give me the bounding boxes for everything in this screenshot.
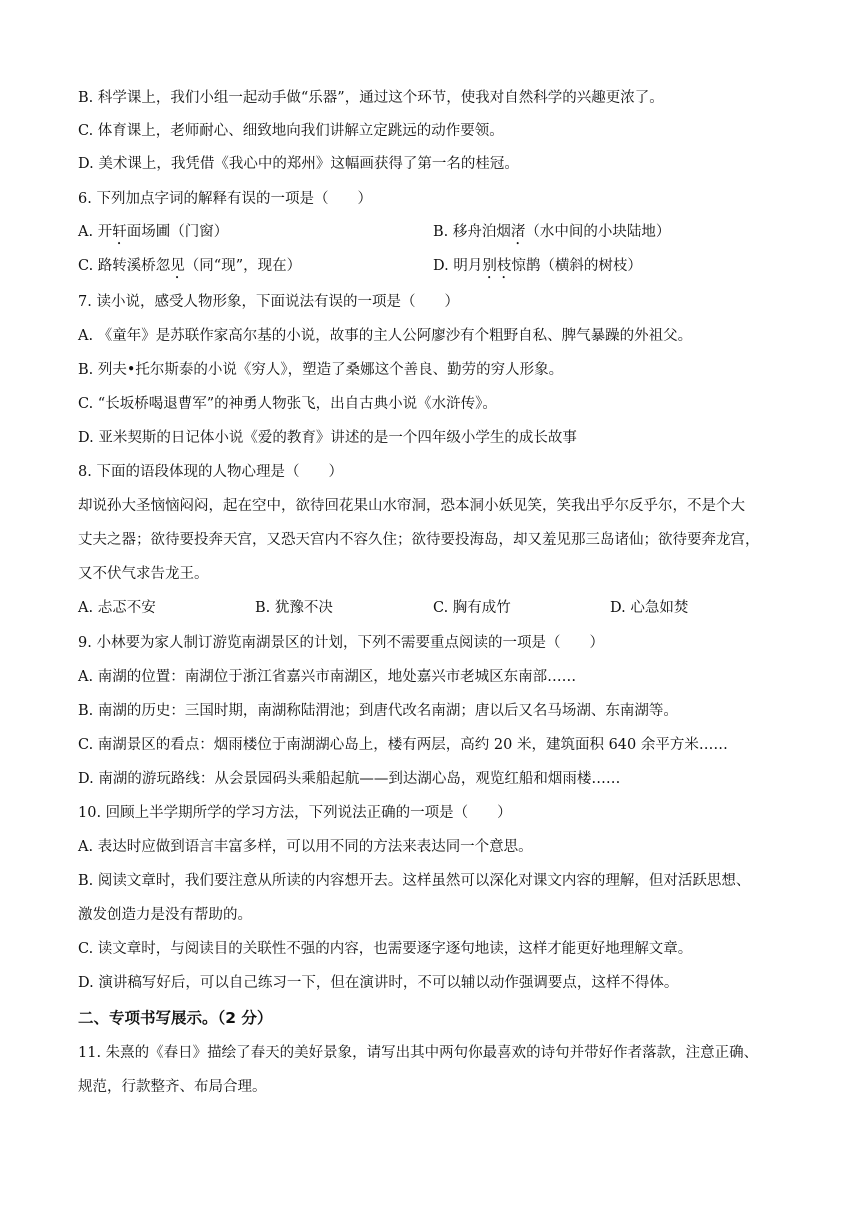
q6-option-b xyxy=(433,222,670,248)
q9-option-a: A. 南湖的位置：南湖位于浙江省嘉兴市南湖区，地处嘉兴市老城区东南部…… xyxy=(78,669,577,685)
q8-option-d: D. 心急如焚 xyxy=(610,600,689,616)
q7-stem: 7. 读小说，感受人物形象，下面说法有误的一项是（ ） xyxy=(78,294,459,310)
q6-a-post: 面场圃（门窗） xyxy=(126,224,229,240)
q6-a-dotted: 轩 xyxy=(112,224,127,240)
q6-option-d xyxy=(433,256,642,282)
q6-d-post: 惊鹊（横斜的树枝） xyxy=(511,258,642,274)
q8-option-b: B. 犹豫不决 xyxy=(255,600,333,616)
q6-c-dotted: 见 xyxy=(170,258,185,274)
q8-option-c: C. 胸有成竹 xyxy=(433,600,511,616)
q6-b-dotted: 渚 xyxy=(510,224,526,240)
q6-d-pre: D. 明月 xyxy=(433,258,483,274)
q8-stem: 8. 下面的语段体现的人物心理是（ ） xyxy=(78,464,343,480)
q9-option-b: B. 南湖的历史：三国时期，南湖称陆渭池；到唐代改名南湖；唐以后又名马场湖、东南湖等。 xyxy=(78,703,678,719)
q8-passage-line-1: 却说孙大圣恼恼闷闷，起在空中，欲待回花果山水帘洞，恐本洞小妖见笑，笑我出乎尔反乎尔，不是个大 xyxy=(78,498,745,514)
q5-option-b: B. 科学课上，我们小组一起动手做“乐器”，通过这个环节，使我对自然科学的兴趣更浓了。 xyxy=(78,90,664,106)
q10-option-c: C. 读文章时，与阅读目的关联性不强的内容，也需要逐字逐句地读，这样才能更好地理解文章。 xyxy=(78,941,693,957)
q6-c-post: （同“现”，现在） xyxy=(184,258,302,274)
q10-option-b-line-1: B. 阅读文章时，我们要注意从所读的内容想开去。这样虽然可以深化对课文内容的理解，但对活跃思想、 xyxy=(78,873,751,889)
q8-passage-line-2: 丈夫之器；欲待要投奔天宫，又恐天宫内不容久住；欲待要投海岛，却又羞见那三岛诸仙；欲待要奔龙宫， xyxy=(78,532,760,548)
q8-passage-line-3: 又不伏气求告龙王。 xyxy=(78,566,209,582)
q5-option-c: C. 体育课上，老师耐心、细致地向我们讲解立定跳远的动作要领。 xyxy=(78,123,504,139)
q5-option-d: D. 美术课上，我凭借《我心中的郑州》这幅画获得了第一名的桂冠。 xyxy=(78,156,519,172)
q7-option-d: D. 亚米契斯的日记体小说《爱的教育》讲述的是一个四年级小学生的成长故事 xyxy=(78,430,577,446)
q6-stem: 6. 下列加点字词的解释有误的一项是（ ） xyxy=(78,191,372,207)
q9-option-d: D. 南湖的游玩路线：从会景园码头乘船起航——到达湖心岛，观览红船和烟雨楼…… xyxy=(78,771,621,787)
q6-option-c xyxy=(78,256,301,282)
q9-option-c: C. 南湖景区的看点：烟雨楼位于南湖湖心岛上，楼有两层，高约 20 米，建筑面积 640 余平方米…… xyxy=(78,737,728,753)
q6-c-pre: C. 路转溪桥忽 xyxy=(78,258,171,274)
q10-option-b-line-2: 激发创造力是没有帮助的。 xyxy=(78,907,252,923)
q10-stem: 10. 回顾上半学期所学的学习方法，下列说法正确的一项是（ ） xyxy=(78,805,512,821)
q9-stem: 9. 小林要为家人制订游览南湖景区的计划，下列不需要重点阅读的一项是（ ） xyxy=(78,635,604,651)
q10-option-a: A. 表达时应做到语言丰富多样，可以用不同的方法来表达同一个意思。 xyxy=(78,839,533,855)
q6-b-post: （水中间的小块陆地） xyxy=(525,224,671,240)
q11-stem-line-1: 11. 朱熹的《春日》描绘了春天的美好景象，请写出其中两句你最喜欢的诗句并带好作者落款，注意正确、 xyxy=(78,1045,759,1061)
q6-a-pre: A. 开 xyxy=(78,224,113,240)
q7-option-a: A. 《童年》是苏联作家高尔基的小说，故事的主人公阿廖沙有个粗野自私、脾气暴躁的外祖父。 xyxy=(78,328,693,344)
q11-stem-line-2: 规范，行款整齐、布局合理。 xyxy=(78,1079,267,1095)
q8-option-a: A. 忐忑不安 xyxy=(78,600,156,616)
q7-option-b: B. 列夫•托尔斯泰的小说《穷人》，塑造了桑娜这个善良、勤劳的穷人形象。 xyxy=(78,362,564,378)
q6-b-pre: B. 移舟泊烟 xyxy=(433,224,511,240)
section-2-heading: 二、专项书写展示。（2 分） xyxy=(78,1009,273,1027)
q7-option-c: C. “长坂桥喝退曹军”的神勇人物张飞，出自古典小说《水浒传》。 xyxy=(78,396,497,412)
q10-option-d: D. 演讲稿写好后，可以自己练习一下，但在演讲时，不可以辅以动作强调要点，这样不得体。 xyxy=(78,975,679,991)
q6-option-a xyxy=(78,222,228,248)
q6-d-dotted: 别枝 xyxy=(482,258,512,274)
